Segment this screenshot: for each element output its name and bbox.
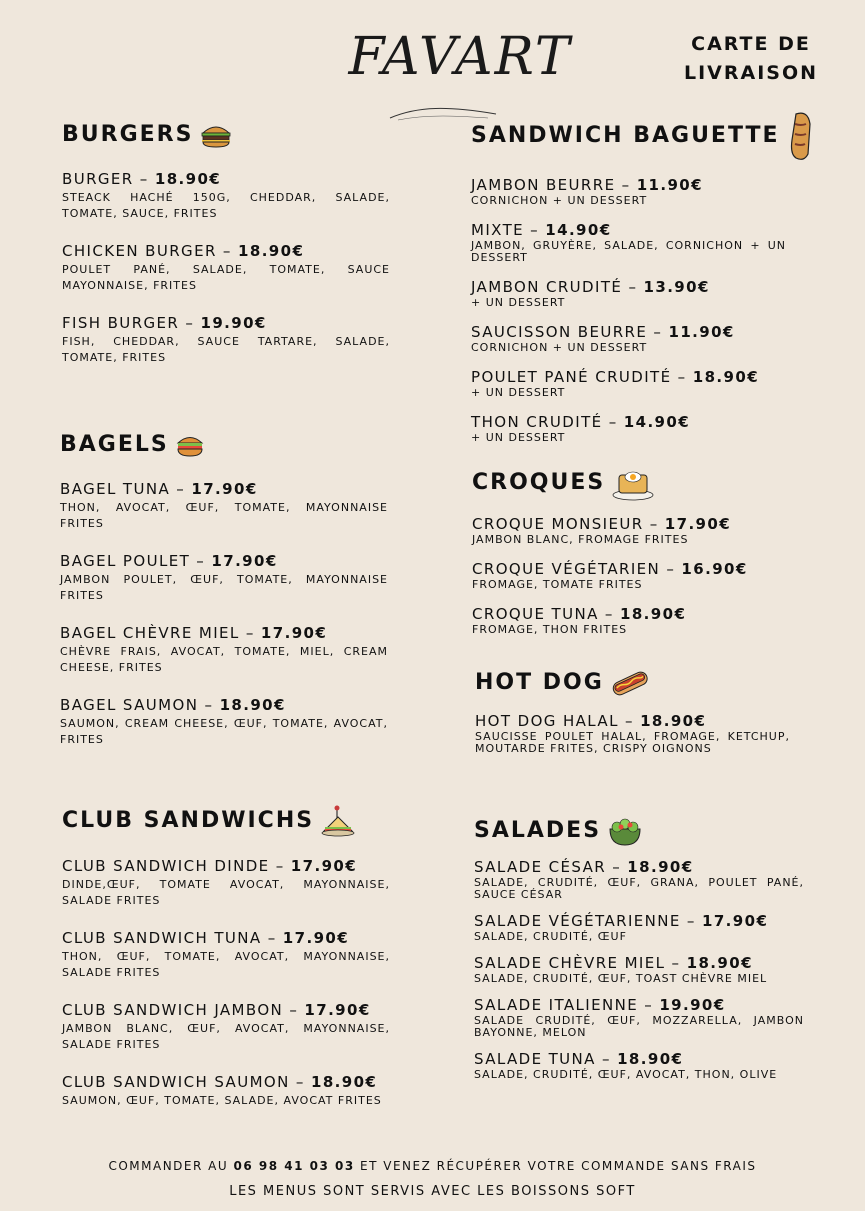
item-label: BURGER – (62, 170, 155, 188)
item-label: FISH BURGER – (62, 314, 201, 332)
item-label: HOT DOG HALAL – (475, 712, 641, 730)
item-price: 18.90€ (627, 858, 694, 876)
menu-item-name (62, 314, 390, 333)
item-label: CLUB SANDWICH TUNA – (62, 929, 283, 947)
section-hot-dog (475, 668, 790, 755)
carte-line-2: LIVRAISON (683, 62, 819, 84)
section-sandwich-baguette (471, 110, 816, 444)
menu-item (474, 1050, 804, 1081)
menu-item (474, 912, 804, 943)
menu-item-name (471, 323, 816, 342)
item-label: BAGEL SAUMON – (60, 696, 220, 714)
section-title-text: CROQUES (472, 470, 606, 495)
menu-item (62, 314, 390, 366)
item-description: FISH, CHEDDAR, SAUCE TARTARE, SALADE, TOMATE, FRITES (62, 335, 390, 364)
item-price: 14.90€ (545, 221, 612, 239)
item-description: JAMBON POULET, ŒUF, TOMATE, MAYONNAISE FRITES (60, 573, 388, 602)
item-price: 19.90€ (200, 314, 267, 332)
item-label: THON CRUDITÉ – (471, 413, 624, 431)
menu-item-name (60, 624, 388, 643)
menu-item-name (62, 857, 390, 876)
section-title-text: SALADES (474, 818, 602, 843)
bagel-icon (175, 431, 205, 459)
menu-item (474, 996, 804, 1039)
item-description: CHÈVRE FRAIS, AVOCAT, TOMATE, MIEL, CREAM CHEESE, FRITES (60, 645, 388, 674)
item-description: STEACK HACHÉ 150G, CHEDDAR, SALADE, TOMATE, SAUCE, FRITES (62, 191, 390, 220)
item-description: SALADE, CRUDITÉ, ŒUF, AVOCAT, THON, OLIVE (474, 1068, 778, 1081)
section-bagels (60, 430, 388, 748)
item-description: JAMBON BLANC, ŒUF, AVOCAT, MAYONNAISE, SALADE FRITES (62, 1022, 390, 1051)
menu-item (472, 605, 787, 636)
menu-item-name (474, 858, 804, 877)
menu-item (60, 552, 388, 604)
item-label: SAUCISSON BEURRE – (471, 323, 669, 341)
item-price: 17.90€ (282, 929, 350, 947)
section-burgers (62, 120, 390, 366)
item-label: BAGEL TUNA – (60, 480, 192, 498)
carte-line-1: CARTE DE (691, 33, 811, 55)
item-price: 16.90€ (681, 560, 748, 578)
item-description: SAUMON, CREAM CHEESE, ŒUF, TOMATE, AVOCAT, FRITES (60, 717, 388, 746)
menu-item-name (474, 912, 804, 931)
menu-item (62, 1073, 390, 1109)
item-label: JAMBON CRUDITÉ – (471, 278, 644, 296)
menu-item (62, 170, 390, 222)
item-price: 19.90€ (659, 996, 726, 1014)
item-price: 18.90€ (692, 368, 760, 386)
menu-item-name (60, 552, 388, 571)
section-title-text: CLUB SANDWICHS (62, 808, 315, 833)
section-title (60, 430, 388, 460)
item-description: CORNICHON + UN DESSERT (471, 194, 648, 207)
item-label: BAGEL POULET – (60, 552, 212, 570)
item-description: FROMAGE, THON FRITES (472, 623, 628, 636)
menu-item (471, 413, 816, 444)
item-price: 18.90€ (238, 242, 305, 260)
section-club-sandwichs (62, 805, 390, 1109)
menu-item-name (472, 560, 787, 579)
section-title-text: BAGELS (60, 432, 169, 457)
menu-item (474, 858, 804, 901)
menu-item-name (62, 242, 390, 261)
salad-icon (607, 815, 643, 847)
item-description: POULET PANÉ, SALADE, TOMATE, SAUCE MAYONNAISE, FRITES (62, 263, 390, 292)
menu-item (475, 712, 790, 755)
item-price: 11.90€ (636, 176, 703, 194)
item-label: CLUB SANDWICH DINDE – (62, 857, 291, 875)
menu-item (471, 278, 816, 309)
section-title-text: HOT DOG (475, 670, 604, 695)
item-label: CHICKEN BURGER – (62, 242, 239, 260)
menu-item (60, 696, 388, 748)
item-label: MIXTE – (471, 221, 546, 239)
item-description: SALADE, CRUDITÉ, ŒUF, GRANA, POULET PANÉ, SAUCE CÉSAR (474, 876, 804, 901)
item-label: SALADE VÉGÉTARIENNE – (474, 912, 702, 930)
section-title (475, 668, 790, 698)
item-description: JAMBON BLANC, FROMAGE FRITES (472, 533, 689, 546)
item-label: BAGEL CHÈVRE MIEL – (60, 624, 261, 642)
menu-item-name (471, 368, 816, 387)
menu-item-name (62, 1001, 390, 1020)
item-price: 14.90€ (623, 413, 691, 431)
item-description: SALADE, CRUDITÉ, ŒUF (474, 930, 627, 943)
item-description: THON, AVOCAT, ŒUF, TOMATE, MAYONNAISE FRITES (60, 501, 388, 530)
order-suffix: ET VENEZ RÉCUPÉRER VOTRE COMMANDE SANS FRAIS (354, 1159, 757, 1173)
order-info (0, 1159, 865, 1173)
item-price: 18.90€ (640, 712, 707, 730)
menu-item (62, 857, 390, 909)
item-label: CROQUE VÉGÉTARIEN – (472, 560, 682, 578)
menu-item (471, 323, 816, 354)
section-title-text: SANDWICH BAGUETTE (471, 123, 780, 148)
item-label: JAMBON BEURRE – (471, 176, 637, 194)
item-price: 17.90€ (664, 515, 732, 533)
menu-item-name (474, 954, 804, 973)
menu-item (474, 954, 804, 985)
menu-item-name (471, 221, 816, 240)
item-price: 18.90€ (686, 954, 753, 972)
item-price: 17.90€ (191, 480, 258, 498)
item-label: POULET PANÉ CRUDITÉ – (471, 368, 693, 386)
item-price: 17.90€ (304, 1001, 371, 1019)
section-title (474, 815, 804, 847)
phone-number[interactable]: 06 98 41 03 03 (233, 1159, 355, 1173)
item-label: CLUB SANDWICH SAUMON – (62, 1073, 311, 1091)
section-title-text: BURGERS (62, 122, 194, 147)
section-title (62, 805, 390, 837)
item-description: SAUCISSE POULET HALAL, FROMAGE, KETCHUP, MOUTARDE FRITES, CRISPY OIGNONS (475, 730, 790, 755)
item-price: 18.90€ (310, 1073, 378, 1091)
item-price: 17.90€ (260, 624, 328, 642)
club-sandwich-icon (320, 805, 356, 837)
burger-icon (199, 121, 233, 149)
menu-item (62, 242, 390, 294)
item-description: CORNICHON + UN DESSERT (471, 341, 648, 354)
favart-logo (300, 22, 620, 102)
item-label: SALADE TUNA – (474, 1050, 618, 1068)
section-title (62, 120, 390, 150)
item-label: SALADE ITALIENNE – (474, 996, 660, 1014)
menu-item-name (474, 1050, 804, 1069)
item-description: + UN DESSERT (471, 386, 566, 399)
section-title (472, 465, 787, 501)
menu-item-name (60, 480, 388, 499)
item-price: 18.90€ (219, 696, 286, 714)
menu-item-name (472, 515, 787, 534)
hot-dog-icon (610, 668, 650, 698)
delivery-menu-heading (676, 30, 826, 88)
menu-item-name (62, 1073, 390, 1092)
section-title (471, 110, 816, 162)
menu-item (471, 221, 816, 264)
item-label: CROQUE TUNA – (472, 605, 620, 623)
item-description: SALADE CRUDITÉ, ŒUF, MOZZARELLA, JAMBON BAYONNE, MELON (474, 1014, 804, 1039)
item-price: 17.90€ (211, 552, 278, 570)
croque-icon (611, 465, 655, 501)
menu-item-name (471, 278, 816, 297)
drinks-note: LES MENUS SONT SERVIS AVEC LES BOISSONS SOFT (229, 1184, 636, 1199)
menu-item-name (60, 696, 388, 715)
item-price: 18.90€ (617, 1050, 684, 1068)
menu-item-name (62, 929, 390, 948)
menu-item (471, 368, 816, 399)
menu-item (471, 176, 816, 207)
menu-item-name (471, 176, 816, 195)
item-description: DINDE,ŒUF, TOMATE AVOCAT, MAYONNAISE, SALADE FRITES (62, 878, 390, 907)
item-label: SALADE CHÈVRE MIEL – (474, 954, 687, 972)
menu-item-name (471, 413, 816, 432)
item-label: SALADE CÉSAR – (474, 858, 628, 876)
item-price: 13.90€ (643, 278, 710, 296)
menu-item (60, 480, 388, 532)
section-croques (472, 465, 787, 636)
item-label: CROQUE MONSIEUR – (472, 515, 665, 533)
menu-item (472, 515, 787, 546)
order-prefix: COMMANDER AU (108, 1159, 234, 1173)
menu-item-name (474, 996, 804, 1015)
item-label: CLUB SANDWICH JAMBON – (62, 1001, 305, 1019)
item-description: + UN DESSERT (471, 296, 566, 309)
item-price: 17.90€ (702, 912, 769, 930)
menu-item-name (472, 605, 787, 624)
item-description: THON, ŒUF, TOMATE, AVOCAT, MAYONNAISE, SALADE FRITES (62, 950, 390, 979)
baguette-icon (786, 110, 816, 162)
item-price: 18.90€ (620, 605, 687, 623)
item-description: + UN DESSERT (471, 431, 566, 444)
menu-item (62, 1001, 390, 1053)
logo-text: FAVART (348, 27, 572, 87)
menu-item (472, 560, 787, 591)
item-price: 18.90€ (154, 170, 222, 188)
item-price: 11.90€ (668, 323, 735, 341)
menu-item (62, 929, 390, 981)
menu-item-name (62, 170, 390, 189)
item-description: SALADE, CRUDITÉ, ŒUF, TOAST CHÈVRE MIEL (474, 972, 768, 985)
item-description: SAUMON, ŒUF, TOMATE, SALADE, AVOCAT FRITES (62, 1094, 382, 1107)
section-salades (474, 815, 804, 1081)
menu-item (60, 624, 388, 676)
item-description: FROMAGE, TOMATE FRITES (472, 578, 643, 591)
item-price: 17.90€ (290, 857, 358, 875)
item-description: JAMBON, GRUYÈRE, SALADE, CORNICHON + UN DESSERT (471, 239, 786, 264)
menu-item-name (475, 712, 790, 731)
